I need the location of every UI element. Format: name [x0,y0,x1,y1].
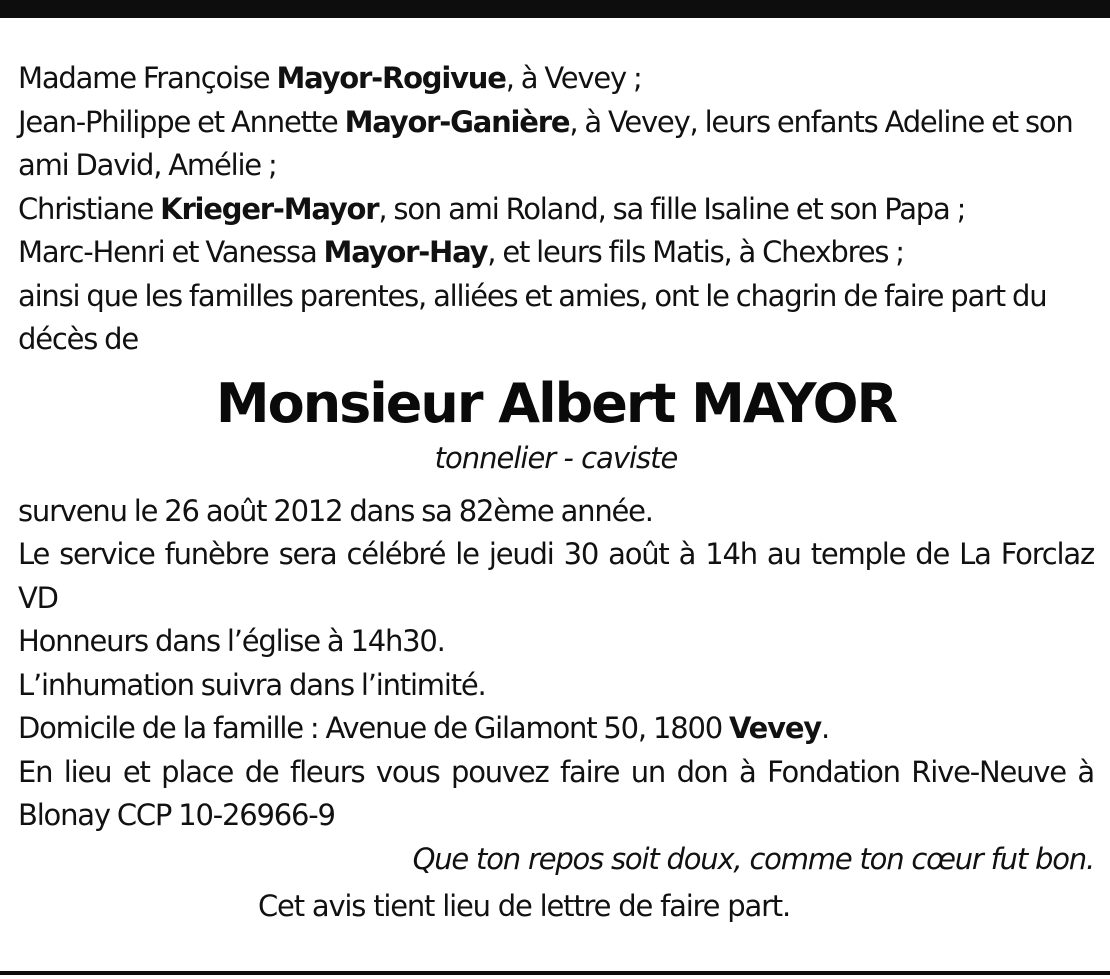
family-list [18,57,1094,362]
detail-line-honours: Honneurs dans l’église à 14h30. [18,624,445,658]
family-line-2: Jean-Philippe et Annette Mayor-Ganière, à Vevey, leurs enfants Adeline et son ami David, Amélie ; [18,104,1073,182]
bottom-border-rule [0,971,1110,975]
family-surname: Mayor-Hay [323,235,488,269]
farewell-quote: Que ton repos soit doux, comme ton cœur fut bon. [412,841,1094,876]
detail-line-burial: L’inhumation suivra dans l’intimité. [18,667,486,702]
family-surname: Mayor-Ganière [344,104,570,139]
obituary-notice [18,57,1094,929]
detail-line-service: Le service funèbre sera célébré le jeudi 30 août à 14h au temple de La Forclaz VD [18,537,1094,615]
family-surname: Mayor-Rogivue [276,61,506,95]
detail-line-death: survenu le 26 août 2012 dans sa 82ème année. [18,493,653,528]
family-line-5: ainsi que les familles parentes, alliées et amies, ont le chagrin de faire part du décès de [18,278,1047,356]
family-line-1: Madame Françoise Mayor-Rogivue, à Vevey ; [18,61,642,95]
family-line-3: Christiane Krieger-Mayor, son ami Roland, sa fille Isaline et son Papa ; [18,191,966,226]
detail-line-donation: En lieu et place de fleurs vous pouvez faire un don à Fondation Rive-Neuve à Blonay CCP 10-26966-9 [18,754,1094,832]
family-line-4: Marc-Henri et Vanessa Mayor-Hay, et leurs fils Matis, à Chexbres ; [18,235,904,269]
deceased-name: Monsieur Albert MAYOR [215,371,897,435]
top-border-rule [0,0,1110,18]
detail-line-domicile: Domicile de la famille : Avenue de Gilamont 50, 1800 Vevey. [18,711,830,745]
deceased-profession: tonnelier - caviste [434,440,678,475]
family-surname: Krieger-Mayor [160,191,379,226]
domicile-city: Vevey [728,711,821,745]
closing-note: Cet avis tient lieu de lettre de faire part. [258,889,790,923]
funeral-details [18,490,1094,838]
